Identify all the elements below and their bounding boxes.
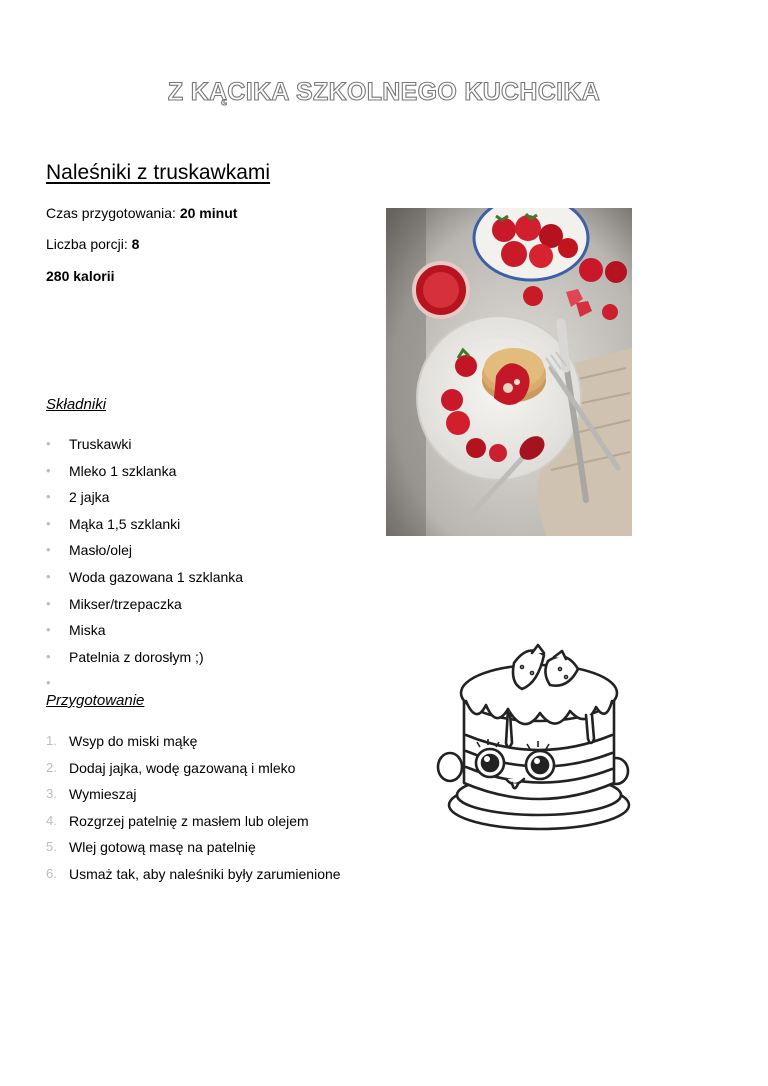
step-number: 2. [46,759,57,775]
servings [46,236,139,252]
pancakes-photo [386,208,632,536]
pancake-character-drawing [436,643,642,843]
bullet-icon: • [46,568,51,584]
bullet-icon: • [46,622,51,638]
list-item: 5. Wlej gotową masę na patelnię [46,839,256,856]
ingredients-heading: Składniki [46,396,107,413]
list-item: 3. Wymieszaj [46,786,137,803]
list-item: • Mleko 1 szklanka [46,462,177,479]
prep-time [46,205,237,221]
list-item: 6. Usmaż tak, aby naleśniki były zarumienione [46,865,341,882]
page-title: Z KĄCIKA SZKOLNEGO KUCHCIKA [167,78,601,106]
list-item: • 2 jajka [46,489,110,506]
list-item: • Miska [46,622,106,639]
bullet-icon: • [46,595,51,611]
list-item: 1. Wsyp do miski mąkę [46,733,198,749]
bullet-icon: • [46,436,51,451]
servings-value: 8 [131,236,140,252]
list-item: • Woda gazowana 1 szklanka [46,568,244,585]
step-number: 4. [46,812,57,828]
prep-time-value: 20 minut [179,205,238,221]
list-item: 4. Rozgrzej patelnię z masłem lub olejem [46,812,309,829]
list-item: • Mąka 1,5 szklanki [46,515,181,532]
bullet-icon: • [46,515,51,531]
bullet-icon: • [46,675,51,691]
list-item: 2. Dodaj jajka, wodę gazowaną i mleko [46,759,296,776]
calories-value: 280 kalorii [46,268,115,284]
servings-label: Liczba porcji: [46,236,132,252]
step-number: 3. [46,786,57,802]
recipe-title: Naleśniki z truskawkami [46,161,271,184]
bullet-icon: • [46,489,51,505]
step-number: 6. [46,865,57,881]
step-number: 5. [46,839,57,855]
ingredients-list [46,435,243,701]
preparation-list [46,732,341,892]
list-item: • Truskawki [46,436,132,452]
bullet-icon: • [46,648,51,664]
prep-time-label: Czas przygotowania: [46,205,180,221]
calories [46,268,115,284]
step-number: 1. [46,733,57,748]
bullet-icon: • [46,462,51,478]
list-item: • Patelnia z dorosłym ;) [46,648,204,665]
list-item: • Masło/olej [46,542,133,559]
preparation-heading: Przygotowanie [46,692,145,709]
bullet-icon: • [46,542,51,558]
list-item: • Mikser/trzepaczka [46,595,182,612]
